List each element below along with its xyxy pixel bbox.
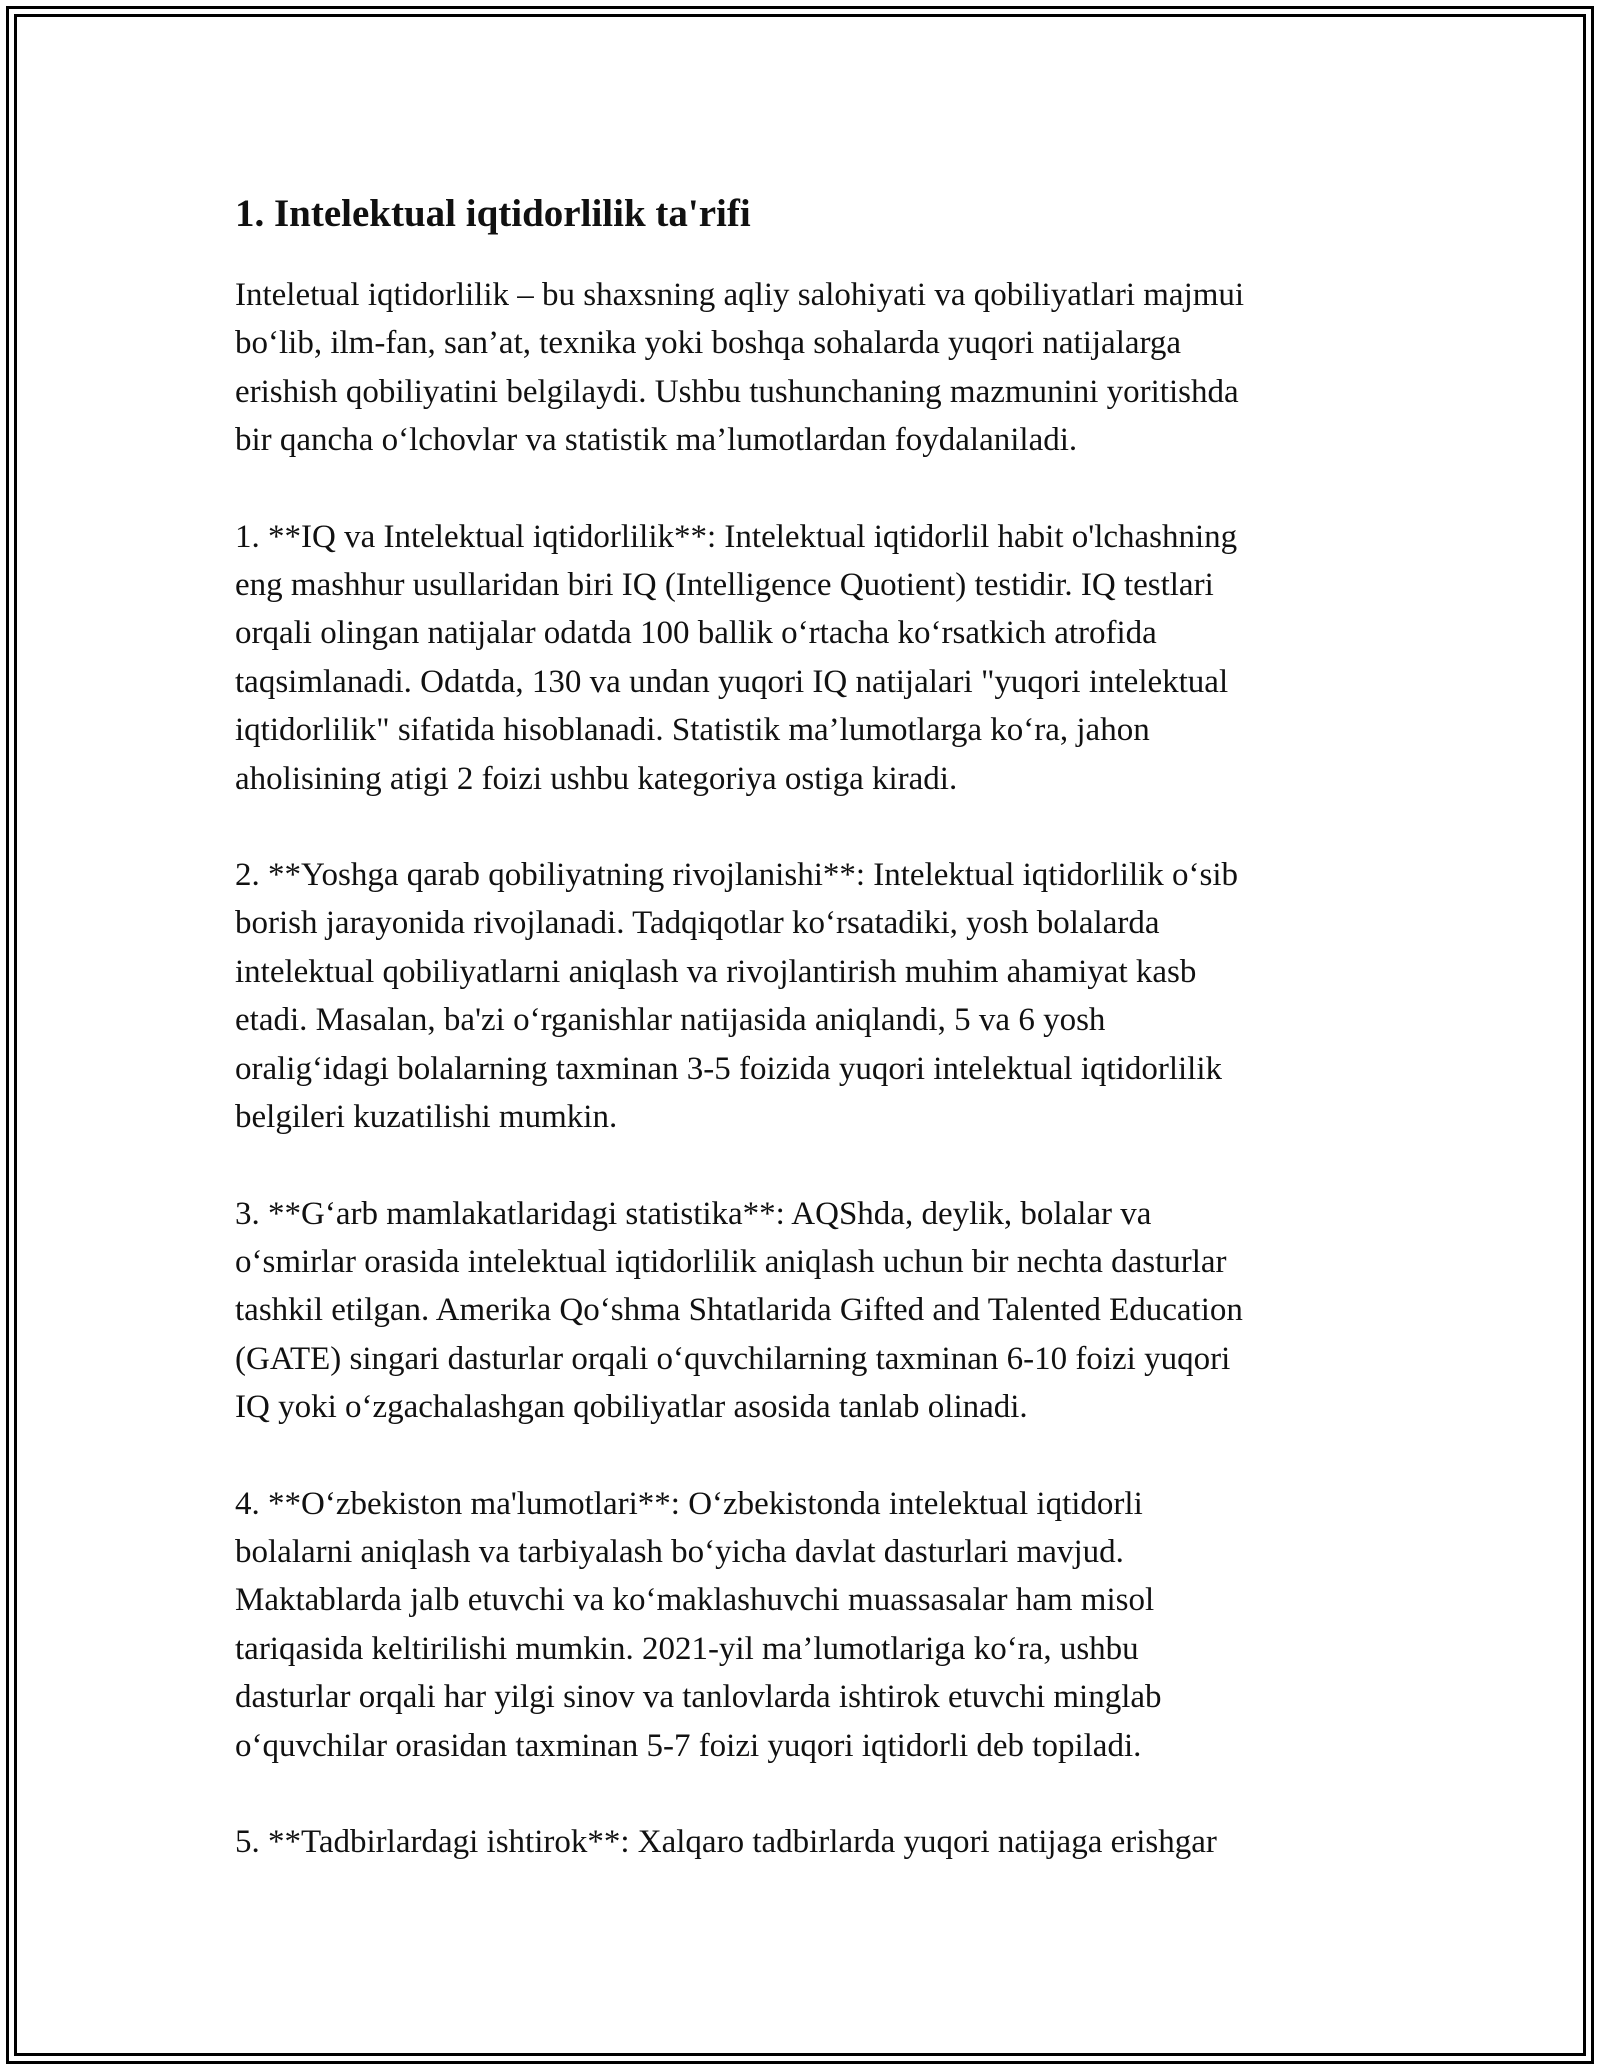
document-body <box>235 185 1375 1914</box>
paragraph-western-statistics: 3. **G‘arb mamlakatlaridagi statistika**: AQShda, deylik, bolalar va o‘smirlar orasida intelektual iqtidorlilik aniqlash uchun bir nechta dasturlar tashkil etilgan. Amerika Qo‘shma Shtatlarida Gifted and Talented Education (GATE) singari dasturlar orqali o‘quvchilarning taxminan 6-10 foizi yuqori IQ yoki o‘zgachalashgan qobiliyatlar asosida tanlab olinadi. <box>235 1195 1243 1426</box>
paragraph-events-participation: 5. **Tadbirlardagi ishtirok**: Xalqaro tadbirlarda yuqori natijaga erishgar <box>235 1823 1217 1860</box>
section-heading: 1. Intelektual iqtidorlilik ta'rifi <box>235 192 751 235</box>
paragraph-uzbekistan-data: 4. **O‘zbekiston ma'lumotlari**: O‘zbekistonda intelektual iqtidorli bolalarni aniqlash va tarbiyalash bo‘yicha davlat dasturlari mavjud. Maktablarda jalb etuvchi va ko‘maklashuvchi muassasalar ham misol tariqasida keltirilishi mumkin. 2021-yil ma’lumotlariga ko‘ra, ushbu dasturlar orqali har yilgi sinov va tanlovlarda ishtirok etuvchi minglab o‘quvchilar orasidan taxminan 5-7 foizi yuqori iqtidorli deb topiladi. <box>235 1485 1162 1764</box>
paragraph-age-development: 2. **Yoshga qarab qobiliyatning rivojlanishi**: Intelektual iqtidorlilik o‘sib borish jarayonida rivojlanadi. Tadqiqotlar ko‘rsatadiki, yosh bolalarda intelektual qobiliyatlarni aniqlash va rivojlantirish muhim ahamiyat kasb etadi. Masalan, ba'zi o‘rganishlar natijasida aniqlandi, 5 va 6 yosh oralig‘idagi bolalarning taxminan 3-5 foizida yuqori intelektual iqtidorlilik belgileri kuzatilishi mumkin. <box>235 857 1239 1136</box>
intro-paragraph: Inteletual iqtidorlilik – bu shaxsning aqliy salohiyati va qobiliyatlari majmui bo‘lib, ilm-fan, san’at, texnika yoki boshqa sohalarda yuqori natijalarga erishish qobiliyatini belgilaydi. Ushbu tushunchaning mazmunini yoritishda bir qancha o‘lchovlar va statistik ma’lumotlardan foydalaniladi. <box>235 277 1245 459</box>
paragraph-iq: 1. **IQ va Intelektual iqtidorlilik**: Intelektual iqtidorlil habit o'lchashning eng mashhur usullaridan biri IQ (Intelligence Quotient) testidir. IQ testlari orqali olingan natijalar odatda 100 ballik o‘rtacha ko‘rsatkich atrofida taqsimlanadi. Odatda, 130 va undan yuqori IQ natijalari "yuqori intelektual iqtidorlilik" sifatida hisoblanadi. Statistik ma’lumotlarga ko‘ra, jahon aholisining atigi 2 foizi ushbu kategoriya ostiga kiradi. <box>235 518 1238 797</box>
